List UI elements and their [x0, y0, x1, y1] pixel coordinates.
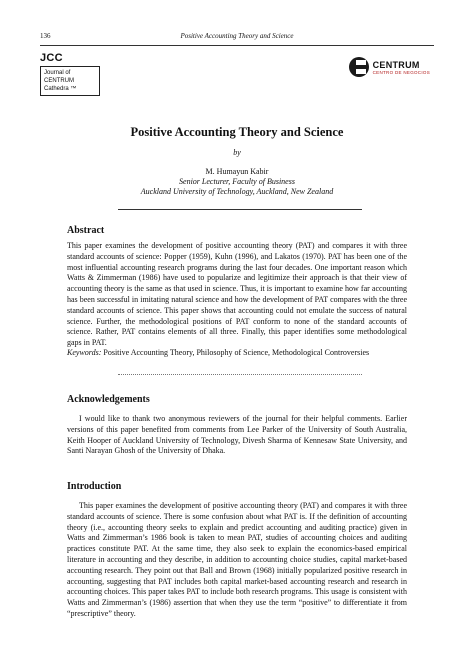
journal-logo-line: Journal of: [44, 70, 71, 76]
centrum-logo: [348, 56, 430, 78]
running-head: [40, 32, 434, 44]
journal-logo-line: CENTRUM: [44, 78, 74, 84]
keywords: [67, 348, 407, 359]
author-affiliation-line: Senior Lecturer, Faculty of Business: [179, 177, 295, 186]
page-number: 136: [40, 32, 51, 40]
keywords-label: Keywords:: [67, 348, 102, 357]
centrum-logo-name: CENTRUM: [372, 59, 420, 70]
header-rule: [40, 45, 434, 46]
section-divider: [118, 374, 362, 375]
journal-logo-line: Cathedra ™: [44, 86, 77, 92]
abstract-text: This paper examines the development of positive accounting theory (PAT) and compares it with three standard accounts of science: Popper (1959), Kuhn (1996), and Lakatos (1970). PAT has been one of the most influential accounting research programs during the last four decades. One important reason which Watts & Zimmerman (1986) have used to popularize and legitimize their approach is that their view of accounting theory is the same as that used in science. Thus, it is important to examine how far accounting has been successful in imitating natural science and how the development of PAT compares with the three standard accounts of science. This paper shows that accounting could not emulate the success of natural science. Further, the methodological positions of PAT conform to none of the standard accounts of science. Rather, PAT contains elements of all three. Finally, this paper identifies some methodological gaps in PAT.: [67, 241, 407, 348]
journal-logo-box: [40, 66, 100, 96]
title-rule: [118, 209, 362, 210]
article-title: Positive Accounting Theory and Science: [130, 125, 344, 139]
introduction-text: This paper examines the development of positive accounting theory (PAT) and compares it with three standard accounts of science. There is some confusion about what PAT is. If the definition of accounting theory (i.e., accounting theory seeks to explain and predict accounting and auditing practice) given in Watts and Zimmerman’s 1986 book is taken to mean PAT, studies of accounting choices and auditing practices constitute PAT. At the same time, they also seek to explain the economics-based empirical literature in accounting and they describe, in addition to accounting choice studies, capital market-based accounting research. They point out that Ball and Brown (1968) initially popularized positive research in accounting, suggesting that PAT includes both capital market-based accounting research and research in accounting choices. This paper takes PAT to include both research programs. This usage is consistent with Watts and Zimmerman’s (1986) assertion that when they use the term “positive” to differentiate it from “prescriptive” theory.: [67, 501, 407, 618]
journal-logo: [40, 52, 100, 96]
journal-logo-mark: JCC: [40, 52, 63, 64]
byline: by: [233, 148, 241, 157]
author-affiliation: [0, 177, 474, 197]
keywords-list: Positive Accounting Theory, Philosophy of Science, Methodological Controversies: [103, 348, 370, 357]
centrum-logo-subtitle: CENTRO DE NEGOCIOS: [372, 69, 430, 75]
introduction-heading: Introduction: [67, 481, 122, 492]
centrum-logo-icon: [348, 56, 370, 78]
author-affiliation-line: Auckland University of Technology, Auckland, New Zealand: [140, 187, 334, 196]
author-name: M. Humayun Kabir: [205, 167, 269, 176]
acknowledgements-text: I would like to thank two anonymous reviewers of the journal for their helpful comments. Earlier versions of this paper benefited from comments from Lee Parker of the University of South Australia, Keith Hooper of Auckland University of Technology, Divesh Sharma of Kennesaw State University, and Santi Narayan Ghosh of the University of Dhaka.: [67, 414, 407, 456]
running-title: Positive Accounting Theory and Science: [180, 32, 294, 40]
acknowledgements-heading: Acknowledgements: [67, 394, 150, 405]
abstract-heading: Abstract: [67, 225, 105, 236]
